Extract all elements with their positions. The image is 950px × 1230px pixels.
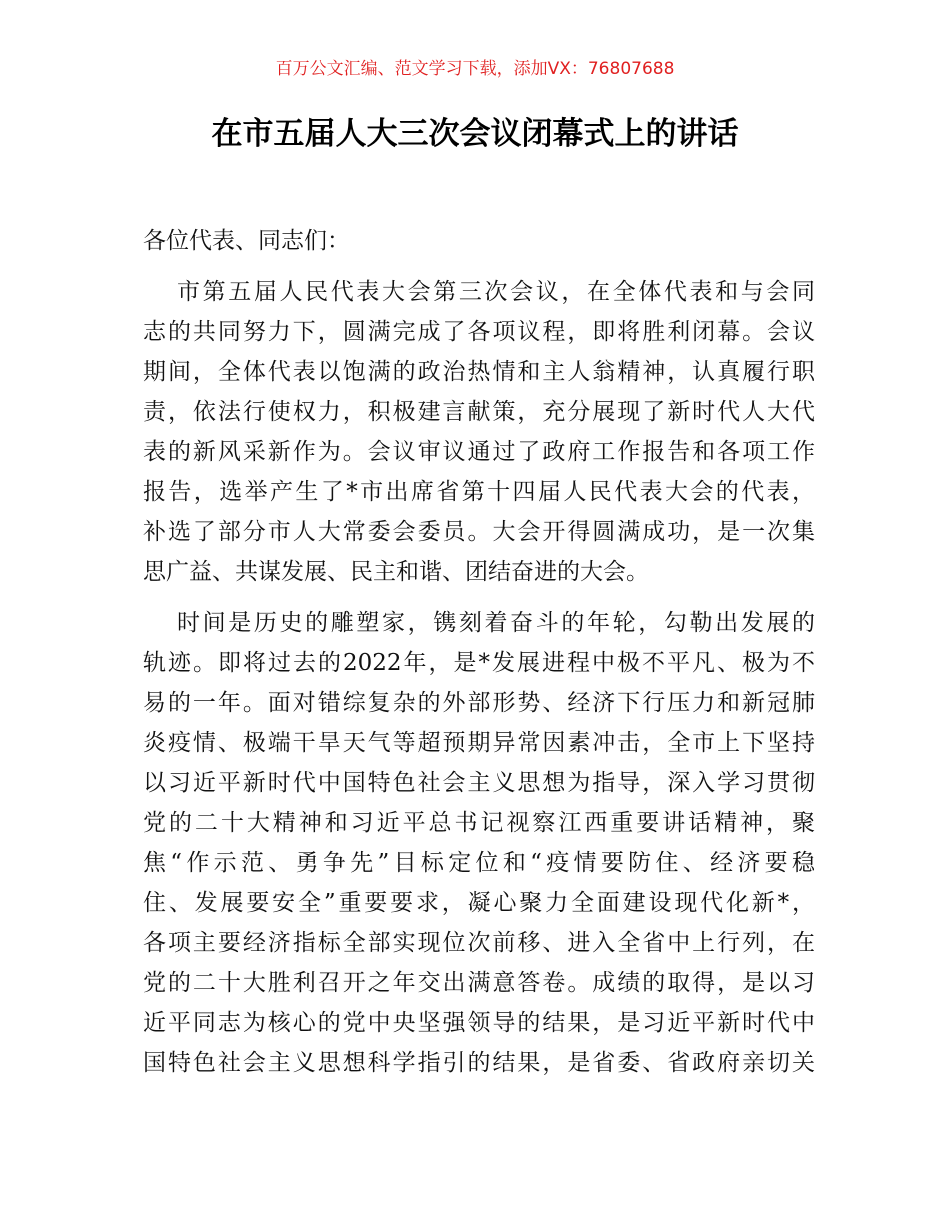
paragraph-line: 住、发展要安全”重要要求，凝心聚力全面建设现代化新*， [143,890,815,916]
paragraph-line: 责，依法行使权力，积极建言献策，充分展现了新时代人大代 [143,399,815,425]
paragraph-line: 报告，选举产生了*市出席省第十四届人民代表大会的代表， [143,479,815,505]
paragraph-line: 炎疫情、极端干旱天气等超预期异常因素冲击，全市上下坚持 [143,730,815,756]
paragraph-line: 党的二十大精神和习近平总书记视察江西重要讲话精神，聚 [143,810,815,836]
paragraph-line: 焦“作示范、勇争先”目标定位和“疫情要防住、经济要稳 [143,850,815,876]
paragraph-line: 志的共同努力下，圆满完成了各项议程，即将胜利闭幕。会议 [143,319,815,345]
paragraph-line: 以习近平新时代中国特色社会主义思想为指导，深入学习贯彻 [143,770,815,796]
paragraph-2 [143,603,815,1083]
paragraph-line: 各项主要经济指标全部实现位次前移、进入全省中上行列，在 [143,930,815,956]
salutation: 各位代表、同志们： [143,228,350,254]
paragraph-line: 补选了部分市人大常委会委员。大会开得圆满成功，是一次集 [143,519,815,545]
paragraph-line: 国特色社会主义思想科学指引的结果，是省委、省政府亲切关 [143,1050,815,1076]
paragraph-line: 近平同志为核心的党中央坚强领导的结果，是习近平新时代中 [143,1010,815,1036]
paragraph-line: 市第五届人民代表大会第三次会议，在全体代表和与会同 [177,279,815,305]
header-watermark-note: 百万公文汇编、范文学习下载，添加VX：76807688 [275,59,675,79]
paragraph-line: 表的新风采新作为。会议审议通过了政府工作报告和各项工作 [143,439,815,465]
paragraph-line: 期间，全体代表以饱满的政治热情和主人翁精神，认真履行职 [143,359,815,385]
paragraph-line: 轨迹。即将过去的2022年，是*发展进程中极不平凡、极为不 [143,650,815,676]
paragraph-line: 易的一年。面对错综复杂的外部形势、经济下行压力和新冠肺 [143,690,815,716]
page-title: 在市五届人大三次会议闭幕式上的讲话 [211,116,739,152]
paragraph-line: 思广益、共谋发展、民主和谐、团结奋进的大会。 [143,559,649,585]
paragraph-line: 党的二十大胜利召开之年交出满意答卷。成绩的取得，是以习 [143,970,815,996]
paragraph-1 [143,272,815,592]
paragraph-line: 时间是历史的雕塑家，镌刻着奋斗的年轮，勾勒出发展的 [177,610,815,636]
